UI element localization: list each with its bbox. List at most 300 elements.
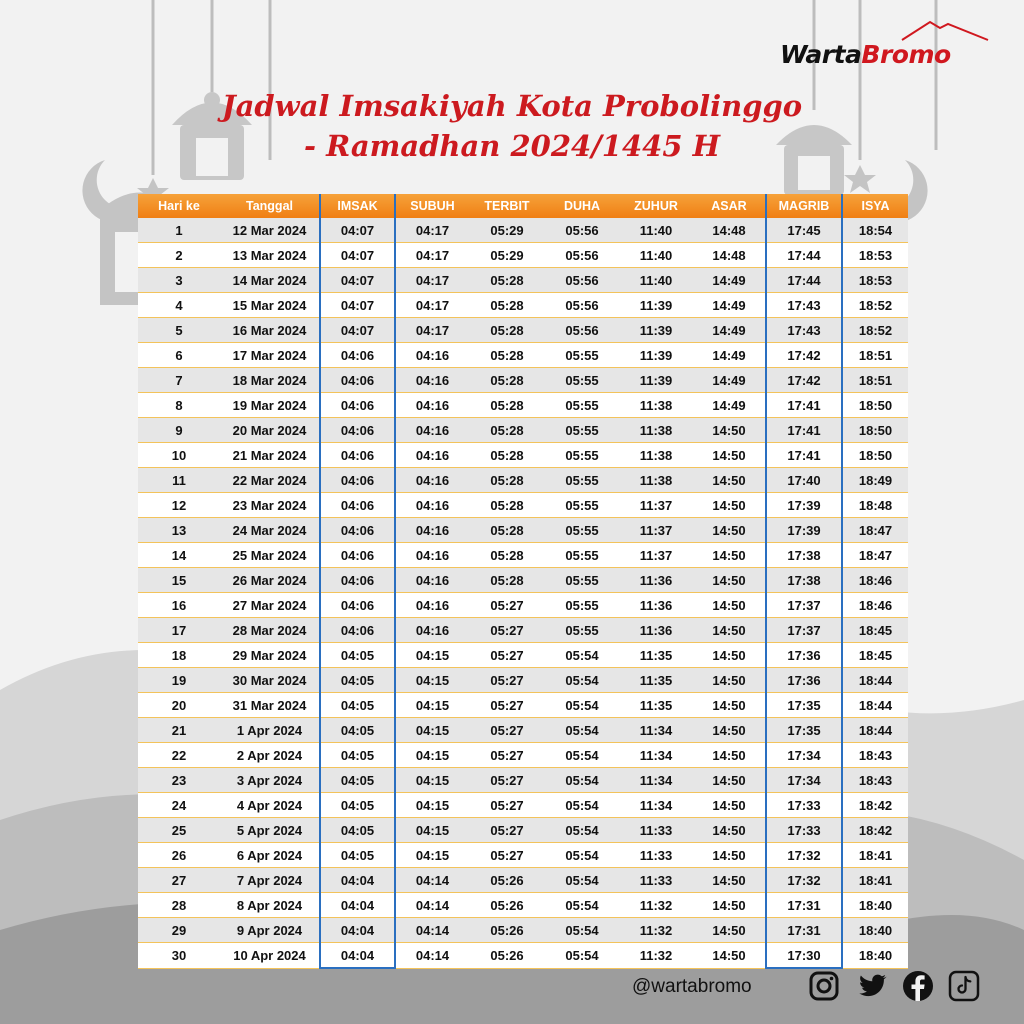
table-cell: 11:36 bbox=[619, 618, 693, 643]
table-cell: 04:05 bbox=[320, 743, 395, 768]
table-cell: 04:17 bbox=[395, 293, 469, 318]
table-cell: 04:16 bbox=[395, 493, 469, 518]
table-cell: 11:38 bbox=[619, 443, 693, 468]
table-cell: 05:28 bbox=[469, 293, 545, 318]
table-cell: 14:50 bbox=[693, 493, 766, 518]
table-row bbox=[138, 743, 908, 768]
table-cell: 18:44 bbox=[842, 718, 908, 743]
table-cell: 05:55 bbox=[545, 493, 619, 518]
table-cell: 05:28 bbox=[469, 518, 545, 543]
table-cell: 18:43 bbox=[842, 768, 908, 793]
table-cell: 04:15 bbox=[395, 693, 469, 718]
table-cell: 14:50 bbox=[693, 418, 766, 443]
table-cell: 14:50 bbox=[693, 668, 766, 693]
table-cell: 24 bbox=[138, 793, 220, 818]
table-row bbox=[138, 643, 908, 668]
table-cell: 04:15 bbox=[395, 768, 469, 793]
table-cell: 22 bbox=[138, 743, 220, 768]
table-cell: 04:06 bbox=[320, 343, 395, 368]
footer bbox=[0, 960, 1024, 1020]
table-cell: 04:05 bbox=[320, 793, 395, 818]
table-cell: 18:40 bbox=[842, 943, 908, 969]
table-cell: 04:16 bbox=[395, 593, 469, 618]
table-cell: 14:50 bbox=[693, 818, 766, 843]
table-cell: 05:54 bbox=[545, 693, 619, 718]
table-cell: 1 bbox=[138, 218, 220, 243]
table-cell: 04:16 bbox=[395, 393, 469, 418]
table-cell: 11:34 bbox=[619, 768, 693, 793]
table-row bbox=[138, 568, 908, 593]
table-cell: 05:27 bbox=[469, 668, 545, 693]
table-cell: 04:07 bbox=[320, 293, 395, 318]
table-cell: 14:50 bbox=[693, 543, 766, 568]
column-header: ZUHUR bbox=[634, 199, 678, 213]
table-cell: 11:33 bbox=[619, 868, 693, 893]
table-cell: 17:39 bbox=[766, 518, 842, 543]
table-cell: 29 bbox=[138, 918, 220, 943]
table-row bbox=[138, 418, 908, 443]
table-cell: 18:42 bbox=[842, 818, 908, 843]
table-cell: 04:04 bbox=[320, 943, 395, 969]
table-cell: 17:34 bbox=[766, 768, 842, 793]
table-cell: 18:43 bbox=[842, 743, 908, 768]
table-row bbox=[138, 618, 908, 643]
table-cell: 14:49 bbox=[693, 293, 766, 318]
table-cell: 05:28 bbox=[469, 443, 545, 468]
table-cell: 04:15 bbox=[395, 843, 469, 868]
table-cell: 12 bbox=[138, 493, 220, 518]
table-cell: 22 Mar 2024 bbox=[220, 468, 320, 493]
table-cell: 14:50 bbox=[693, 743, 766, 768]
table-cell: 04:04 bbox=[320, 868, 395, 893]
table-cell: 18:41 bbox=[842, 868, 908, 893]
table-row bbox=[138, 518, 908, 543]
table-cell: 04:17 bbox=[395, 243, 469, 268]
table-cell: 04:06 bbox=[320, 593, 395, 618]
table-cell: 05:55 bbox=[545, 443, 619, 468]
table-cell: 05:26 bbox=[469, 868, 545, 893]
table-cell: 5 bbox=[138, 318, 220, 343]
table-cell: 17:42 bbox=[766, 343, 842, 368]
table-cell: 04:16 bbox=[395, 518, 469, 543]
table-cell: 14:50 bbox=[693, 893, 766, 918]
table-cell: 14:49 bbox=[693, 343, 766, 368]
table-cell: 16 Mar 2024 bbox=[220, 318, 320, 343]
table-cell: 9 Apr 2024 bbox=[220, 918, 320, 943]
table-cell: 05:56 bbox=[545, 318, 619, 343]
table-cell: 15 Mar 2024 bbox=[220, 293, 320, 318]
table-row bbox=[138, 843, 908, 868]
table-cell: 18:42 bbox=[842, 793, 908, 818]
table-row bbox=[138, 368, 908, 393]
table-cell: 11:32 bbox=[619, 918, 693, 943]
table-cell: 04:16 bbox=[395, 543, 469, 568]
table-cell: 04:06 bbox=[320, 568, 395, 593]
table-cell: 17:37 bbox=[766, 618, 842, 643]
table-cell: 21 bbox=[138, 718, 220, 743]
table-cell: 17:40 bbox=[766, 468, 842, 493]
column-header: SUBUH bbox=[410, 199, 455, 213]
table-cell: 04:06 bbox=[320, 443, 395, 468]
table-row bbox=[138, 343, 908, 368]
table-cell: 05:28 bbox=[469, 343, 545, 368]
table-cell: 05:29 bbox=[469, 218, 545, 243]
table-cell: 29 Mar 2024 bbox=[220, 643, 320, 668]
table-cell: 14 Mar 2024 bbox=[220, 268, 320, 293]
table-cell: 11:35 bbox=[619, 693, 693, 718]
table-cell: 05:55 bbox=[545, 543, 619, 568]
table-cell: 04:17 bbox=[395, 268, 469, 293]
table-cell: 14:50 bbox=[693, 468, 766, 493]
table-row bbox=[138, 243, 908, 268]
table-cell: 18:41 bbox=[842, 843, 908, 868]
schedule-table bbox=[138, 194, 908, 969]
table-cell: 05:28 bbox=[469, 543, 545, 568]
table-cell: 11:38 bbox=[619, 418, 693, 443]
table-cell: 04:07 bbox=[320, 243, 395, 268]
table-cell: 14:50 bbox=[693, 618, 766, 643]
table-row bbox=[138, 793, 908, 818]
star-icon bbox=[844, 165, 876, 193]
table-cell: 18:54 bbox=[842, 218, 908, 243]
table-cell: 05:26 bbox=[469, 918, 545, 943]
table-cell: 04:04 bbox=[320, 918, 395, 943]
table-cell: 05:26 bbox=[469, 893, 545, 918]
table-cell: 04:14 bbox=[395, 868, 469, 893]
table-cell: 05:56 bbox=[545, 243, 619, 268]
brand-logo bbox=[780, 34, 990, 74]
table-cell: 18:47 bbox=[842, 543, 908, 568]
table-cell: 18:53 bbox=[842, 268, 908, 293]
facebook-icon[interactable] bbox=[902, 970, 934, 1002]
header-row bbox=[138, 194, 908, 218]
table-cell: 18:47 bbox=[842, 518, 908, 543]
table-cell: 04:14 bbox=[395, 918, 469, 943]
table-cell: 04:05 bbox=[320, 668, 395, 693]
twitter-icon[interactable] bbox=[856, 970, 888, 1002]
table-cell: 18 bbox=[138, 643, 220, 668]
table-cell: 05:54 bbox=[545, 918, 619, 943]
table-cell: 05:28 bbox=[469, 418, 545, 443]
table-cell: 11:37 bbox=[619, 493, 693, 518]
table-cell: 14:49 bbox=[693, 393, 766, 418]
table-cell: 04:14 bbox=[395, 943, 469, 969]
table-cell: 15 bbox=[138, 568, 220, 593]
table-cell: 04:06 bbox=[320, 418, 395, 443]
table-cell: 18:49 bbox=[842, 468, 908, 493]
table-cell: 04:06 bbox=[320, 543, 395, 568]
table-cell: 05:54 bbox=[545, 643, 619, 668]
table-cell: 12 Mar 2024 bbox=[220, 218, 320, 243]
table-cell: 05:27 bbox=[469, 843, 545, 868]
column-header: DUHA bbox=[563, 199, 601, 213]
table-cell: 05:54 bbox=[545, 743, 619, 768]
table-row bbox=[138, 718, 908, 743]
table-cell: 14:49 bbox=[693, 318, 766, 343]
table-cell: 14:49 bbox=[693, 268, 766, 293]
table-cell: 05:54 bbox=[545, 718, 619, 743]
table-cell: 17:33 bbox=[766, 818, 842, 843]
table-cell: 05:54 bbox=[545, 893, 619, 918]
table-cell: 17:34 bbox=[766, 743, 842, 768]
table-cell: 14 bbox=[138, 543, 220, 568]
table-cell: 11:35 bbox=[619, 643, 693, 668]
tiktok-icon[interactable] bbox=[948, 970, 980, 1002]
table-cell: 11:39 bbox=[619, 293, 693, 318]
table-cell: 14:50 bbox=[693, 643, 766, 668]
table-row bbox=[138, 918, 908, 943]
table-row bbox=[138, 268, 908, 293]
table-row bbox=[138, 693, 908, 718]
table-cell: 04:15 bbox=[395, 818, 469, 843]
table-cell: 19 Mar 2024 bbox=[220, 393, 320, 418]
table-cell: 05:54 bbox=[545, 768, 619, 793]
table-cell: 04:06 bbox=[320, 393, 395, 418]
table-cell: 18:52 bbox=[842, 318, 908, 343]
table-cell: 05:27 bbox=[469, 768, 545, 793]
table-cell: 17:41 bbox=[766, 393, 842, 418]
column-header: ISYA bbox=[861, 199, 890, 213]
table-cell: 14:48 bbox=[693, 243, 766, 268]
table-cell: 04:06 bbox=[320, 468, 395, 493]
table-cell: 14:50 bbox=[693, 518, 766, 543]
column-header: TERBIT bbox=[484, 199, 530, 213]
table-cell: 18:40 bbox=[842, 893, 908, 918]
social-handle: @wartabromo bbox=[632, 976, 752, 997]
table-cell: 04:17 bbox=[395, 318, 469, 343]
table-cell: 04:14 bbox=[395, 893, 469, 918]
table-cell: 31 Mar 2024 bbox=[220, 693, 320, 718]
table-cell: 11:32 bbox=[619, 893, 693, 918]
table-cell: 3 bbox=[138, 268, 220, 293]
table-cell: 18:45 bbox=[842, 643, 908, 668]
table-header bbox=[138, 194, 908, 218]
table-cell: 11:40 bbox=[619, 218, 693, 243]
table-cell: 04:06 bbox=[320, 493, 395, 518]
table-cell: 04:05 bbox=[320, 818, 395, 843]
table-cell: 05:54 bbox=[545, 943, 619, 969]
table-cell: 30 Mar 2024 bbox=[220, 668, 320, 693]
table-cell: 18:52 bbox=[842, 293, 908, 318]
table-cell: 28 Mar 2024 bbox=[220, 618, 320, 643]
table-cell: 14:50 bbox=[693, 943, 766, 969]
table-row bbox=[138, 468, 908, 493]
table-cell: 6 Apr 2024 bbox=[220, 843, 320, 868]
table-row bbox=[138, 868, 908, 893]
table-cell: 05:56 bbox=[545, 268, 619, 293]
table-cell: 17:41 bbox=[766, 418, 842, 443]
table-cell: 14:50 bbox=[693, 693, 766, 718]
table-cell: 13 bbox=[138, 518, 220, 543]
table-cell: 24 Mar 2024 bbox=[220, 518, 320, 543]
table-cell: 05:28 bbox=[469, 368, 545, 393]
table-cell: 14:50 bbox=[693, 718, 766, 743]
table-cell: 11:33 bbox=[619, 843, 693, 868]
column-header: Tanggal bbox=[246, 199, 293, 213]
table-cell: 05:55 bbox=[545, 568, 619, 593]
table-cell: 05:27 bbox=[469, 693, 545, 718]
table-row bbox=[138, 668, 908, 693]
table-cell: 04:05 bbox=[320, 768, 395, 793]
table-cell: 18:40 bbox=[842, 918, 908, 943]
table-cell: 17 Mar 2024 bbox=[220, 343, 320, 368]
table-cell: 05:55 bbox=[545, 593, 619, 618]
title-line2: - Ramadhan 2024/1445 H bbox=[303, 129, 720, 163]
table-cell: 17:39 bbox=[766, 493, 842, 518]
table-cell: 05:28 bbox=[469, 568, 545, 593]
table-cell: 05:27 bbox=[469, 593, 545, 618]
table-cell: 17:33 bbox=[766, 793, 842, 818]
table-cell: 04:16 bbox=[395, 443, 469, 468]
table-cell: 1 Apr 2024 bbox=[220, 718, 320, 743]
table-cell: 25 bbox=[138, 818, 220, 843]
table-cell: 05:54 bbox=[545, 668, 619, 693]
table-cell: 11:38 bbox=[619, 393, 693, 418]
table-cell: 04:07 bbox=[320, 268, 395, 293]
table-cell: 04:15 bbox=[395, 668, 469, 693]
table-cell: 16 bbox=[138, 593, 220, 618]
table-cell: 17:31 bbox=[766, 918, 842, 943]
table-row bbox=[138, 818, 908, 843]
table-cell: 05:27 bbox=[469, 743, 545, 768]
table-cell: 18:51 bbox=[842, 343, 908, 368]
table-cell: 05:28 bbox=[469, 493, 545, 518]
table-cell: 18 Mar 2024 bbox=[220, 368, 320, 393]
table-cell: 04:07 bbox=[320, 218, 395, 243]
table-cell: 17:42 bbox=[766, 368, 842, 393]
table-cell: 7 bbox=[138, 368, 220, 393]
table-cell: 14:50 bbox=[693, 443, 766, 468]
table-cell: 14:50 bbox=[693, 843, 766, 868]
table-cell: 18:44 bbox=[842, 668, 908, 693]
table-cell: 11:34 bbox=[619, 793, 693, 818]
brand-part1: Warta bbox=[780, 40, 862, 69]
table-cell: 04:05 bbox=[320, 693, 395, 718]
table-row bbox=[138, 393, 908, 418]
table-cell: 17:43 bbox=[766, 293, 842, 318]
table-row bbox=[138, 768, 908, 793]
table-cell: 05:27 bbox=[469, 818, 545, 843]
table-cell: 18:53 bbox=[842, 243, 908, 268]
table-cell: 05:55 bbox=[545, 393, 619, 418]
table-cell: 10 bbox=[138, 443, 220, 468]
table-cell: 05:54 bbox=[545, 793, 619, 818]
table-cell: 3 Apr 2024 bbox=[220, 768, 320, 793]
table-cell: 26 Mar 2024 bbox=[220, 568, 320, 593]
table-cell: 05:55 bbox=[545, 618, 619, 643]
table-cell: 10 Apr 2024 bbox=[220, 943, 320, 969]
table-cell: 04:16 bbox=[395, 418, 469, 443]
table-cell: 11:33 bbox=[619, 818, 693, 843]
table-cell: 04:06 bbox=[320, 518, 395, 543]
table-cell: 17:44 bbox=[766, 243, 842, 268]
table-cell: 23 Mar 2024 bbox=[220, 493, 320, 518]
table-cell: 04:06 bbox=[320, 368, 395, 393]
table-cell: 04:16 bbox=[395, 568, 469, 593]
table-cell: 18:45 bbox=[842, 618, 908, 643]
table-cell: 14:48 bbox=[693, 218, 766, 243]
table-cell: 04:05 bbox=[320, 843, 395, 868]
table-cell: 8 bbox=[138, 393, 220, 418]
table-cell: 7 Apr 2024 bbox=[220, 868, 320, 893]
table-cell: 17:32 bbox=[766, 843, 842, 868]
table-row bbox=[138, 543, 908, 568]
table-cell: 05:28 bbox=[469, 393, 545, 418]
table-cell: 23 bbox=[138, 768, 220, 793]
table-cell: 20 Mar 2024 bbox=[220, 418, 320, 443]
table-cell: 05:26 bbox=[469, 943, 545, 969]
table-cell: 14:50 bbox=[693, 768, 766, 793]
table-cell: 8 Apr 2024 bbox=[220, 893, 320, 918]
table-cell: 11:34 bbox=[619, 718, 693, 743]
table-cell: 20 bbox=[138, 693, 220, 718]
table-cell: 04:07 bbox=[320, 318, 395, 343]
table-cell: 13 Mar 2024 bbox=[220, 243, 320, 268]
table-cell: 04:16 bbox=[395, 618, 469, 643]
table-row bbox=[138, 493, 908, 518]
table-cell: 17:30 bbox=[766, 943, 842, 969]
table-row bbox=[138, 893, 908, 918]
table-cell: 17:35 bbox=[766, 718, 842, 743]
table-cell: 21 Mar 2024 bbox=[220, 443, 320, 468]
table-cell: 17:32 bbox=[766, 868, 842, 893]
table-cell: 5 Apr 2024 bbox=[220, 818, 320, 843]
page-title bbox=[180, 86, 844, 166]
table-cell: 18:51 bbox=[842, 368, 908, 393]
table-cell: 2 bbox=[138, 243, 220, 268]
mountain-logo-icon bbox=[900, 18, 990, 42]
table-cell: 28 bbox=[138, 893, 220, 918]
table-cell: 05:55 bbox=[545, 518, 619, 543]
table-cell: 18:48 bbox=[842, 493, 908, 518]
brand-wordmark bbox=[780, 40, 951, 69]
table-cell: 05:55 bbox=[545, 418, 619, 443]
table-cell: 11:36 bbox=[619, 593, 693, 618]
table-cell: 11:36 bbox=[619, 568, 693, 593]
table-cell: 05:54 bbox=[545, 818, 619, 843]
table-row bbox=[138, 443, 908, 468]
table-cell: 27 Mar 2024 bbox=[220, 593, 320, 618]
table-cell: 14:50 bbox=[693, 593, 766, 618]
column-header: Hari ke bbox=[158, 199, 200, 213]
table-cell: 26 bbox=[138, 843, 220, 868]
table-cell: 18:44 bbox=[842, 693, 908, 718]
instagram-icon[interactable] bbox=[808, 970, 840, 1002]
table-cell: 17:36 bbox=[766, 643, 842, 668]
table-cell: 04:16 bbox=[395, 368, 469, 393]
table-cell: 11 bbox=[138, 468, 220, 493]
title-line1: Jadwal Imsakiyah Kota Probolinggo bbox=[221, 89, 803, 123]
table-cell: 04:17 bbox=[395, 218, 469, 243]
table-cell: 4 Apr 2024 bbox=[220, 793, 320, 818]
table-cell: 14:50 bbox=[693, 868, 766, 893]
table-cell: 18:46 bbox=[842, 568, 908, 593]
crescent-moon-icon bbox=[82, 160, 145, 223]
table-cell: 17:43 bbox=[766, 318, 842, 343]
table-cell: 05:55 bbox=[545, 343, 619, 368]
table-row bbox=[138, 593, 908, 618]
table-cell: 25 Mar 2024 bbox=[220, 543, 320, 568]
table-cell: 05:28 bbox=[469, 468, 545, 493]
table-cell: 05:28 bbox=[469, 268, 545, 293]
table-cell: 11:37 bbox=[619, 543, 693, 568]
table-cell: 04:04 bbox=[320, 893, 395, 918]
table-cell: 19 bbox=[138, 668, 220, 693]
table-cell: 05:55 bbox=[545, 368, 619, 393]
table-cell: 11:40 bbox=[619, 243, 693, 268]
column-header: MAGRIB bbox=[766, 194, 842, 218]
table-cell: 05:54 bbox=[545, 843, 619, 868]
